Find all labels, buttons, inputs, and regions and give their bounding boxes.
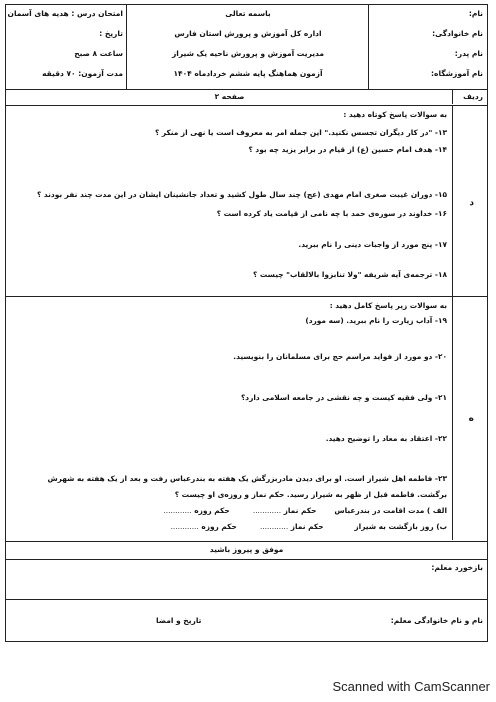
question-23: ۲۳- فاطمه اهل شیراز است. او برای دیدن مادربزرگش یک هفته به بندرعباس رفت و بعد از یک هفته به شهرش bbox=[47, 474, 447, 483]
row-header bbox=[5, 90, 488, 106]
question-22: ۲۲- اعتقاد به معاد را توضیح دهید. bbox=[325, 434, 447, 443]
student-name-label: نام: bbox=[468, 9, 483, 18]
date-and-signature-label: تاریخ و امضا bbox=[156, 616, 202, 625]
exam-title-column bbox=[126, 5, 369, 89]
part-a-prayer-label: حکم نماز bbox=[283, 506, 317, 515]
part-a-fast-blank: ............ bbox=[163, 506, 192, 515]
closing-message: موفق و پیروز باشید bbox=[209, 545, 284, 554]
exam-duration-label: مدت آزمون: ۷۰ دقیقه bbox=[42, 69, 123, 78]
question-21: ۲۱- ولی فقیه کیست و چه نقشی در جامعه اسلامی دارد؟ bbox=[241, 393, 447, 402]
exam-name-title: آزمون هماهنگ پایه ششم خردادماه ۱۴۰۴ bbox=[173, 69, 323, 78]
section-h-title: به سوالات زیر پاسخ کامل دهید : bbox=[329, 301, 447, 310]
exam-time-label: ساعت ۸ صبح bbox=[74, 49, 123, 58]
question-14: ۱۴- هدف امام حسین (ع) از قیام در برابر یزید چه بود ؟ bbox=[248, 145, 447, 154]
father-name-label: نام پدر: bbox=[454, 49, 483, 58]
question-23-continued: برگشت. فاطمه قبل از ظهر به شیراز رسید. حکم نماز و روزه‌ی او چیست ؟ bbox=[174, 490, 447, 499]
part-b-prayer-blank: ............ bbox=[259, 522, 289, 531]
part-b-prayer-label: حکم نماز bbox=[290, 522, 324, 531]
question-20: ۲۰- دو مورد از فواید مراسم حج برای مسلمانان را بنویسید. bbox=[233, 352, 447, 361]
section-letter-h: ه bbox=[468, 414, 474, 424]
question-23-part-b bbox=[171, 522, 447, 531]
question-16: ۱۶- خداوند در سوره‌ی حمد با چه نامی از قیامت یاد کرده است ؟ bbox=[216, 209, 447, 218]
teacher-signature-row bbox=[5, 600, 488, 642]
page-number: صفحه ۲ bbox=[214, 92, 245, 101]
row-number-heading: ردیف bbox=[463, 92, 483, 101]
scanner-watermark: Scanned with CamScanner bbox=[332, 679, 490, 694]
row-number-divider bbox=[452, 106, 453, 540]
questions-area bbox=[5, 106, 488, 542]
part-a-label: الف ) مدت اقامت در بندرعباس bbox=[334, 506, 447, 515]
part-a-prayer-blank: ............ bbox=[252, 506, 282, 515]
closing-row bbox=[5, 542, 488, 560]
question-15: ۱۵- دوران غیبت صغری امام مهدی (عج) چند سال طول کشید و تعداد جانشینان ایشان در این مدت چند نفر بودند ؟ bbox=[37, 190, 447, 199]
student-family-name-label: نام خانوادگی: bbox=[432, 29, 483, 38]
student-info-column bbox=[368, 5, 487, 89]
teacher-feedback-row bbox=[5, 560, 488, 600]
question-13: ۱۳- "در کار دیگران تجسس نکنید." این جمله امر به معروف است یا نهی از منکر ؟ bbox=[155, 128, 447, 137]
province-office-title: اداره کل آموزش و پرورش استان فارس bbox=[174, 29, 322, 38]
exam-date-label: تاریخ : bbox=[99, 29, 123, 38]
exam-meta-column bbox=[6, 5, 127, 89]
exam-sheet bbox=[5, 4, 488, 642]
question-23-part-a bbox=[163, 506, 447, 515]
question-17: ۱۷- پنج مورد از واجبات دینی را نام ببرید. bbox=[298, 240, 447, 249]
basmala-heading: باسمه تعالی bbox=[225, 9, 271, 18]
section-d-title: به سوالات پاسخ کوتاه دهید : bbox=[343, 110, 447, 119]
part-a-fast-label: حکم روزه bbox=[194, 506, 230, 515]
course-name-label: امتحان درس : هدیه های آسمان bbox=[7, 9, 123, 18]
section-divider bbox=[6, 296, 487, 297]
teacher-feedback-label: بازخورد معلم: bbox=[431, 563, 483, 572]
teacher-name-label: نام و نام خانوادگی معلم: bbox=[390, 616, 483, 625]
question-18: ۱۸- ترجمه‌ی آیه شریفه "ولا تنابزوا بالالقاب" چیست ؟ bbox=[252, 270, 447, 279]
school-name-label: نام آموزشگاه: bbox=[431, 69, 483, 78]
part-b-fast-label: حکم روزه bbox=[201, 522, 237, 531]
part-b-fast-blank: ............ bbox=[170, 522, 199, 531]
question-19: ۱۹- آداب زیارت را نام ببرید. (سه مورد) bbox=[305, 316, 447, 325]
section-letter-d: د bbox=[469, 198, 474, 208]
exam-header bbox=[5, 4, 488, 90]
part-b-label: ب) روز بازگشت به شیراز bbox=[354, 522, 447, 531]
district-office-title: مدیریت آموزش و پرورش ناحیه یک شیراز bbox=[171, 49, 325, 58]
